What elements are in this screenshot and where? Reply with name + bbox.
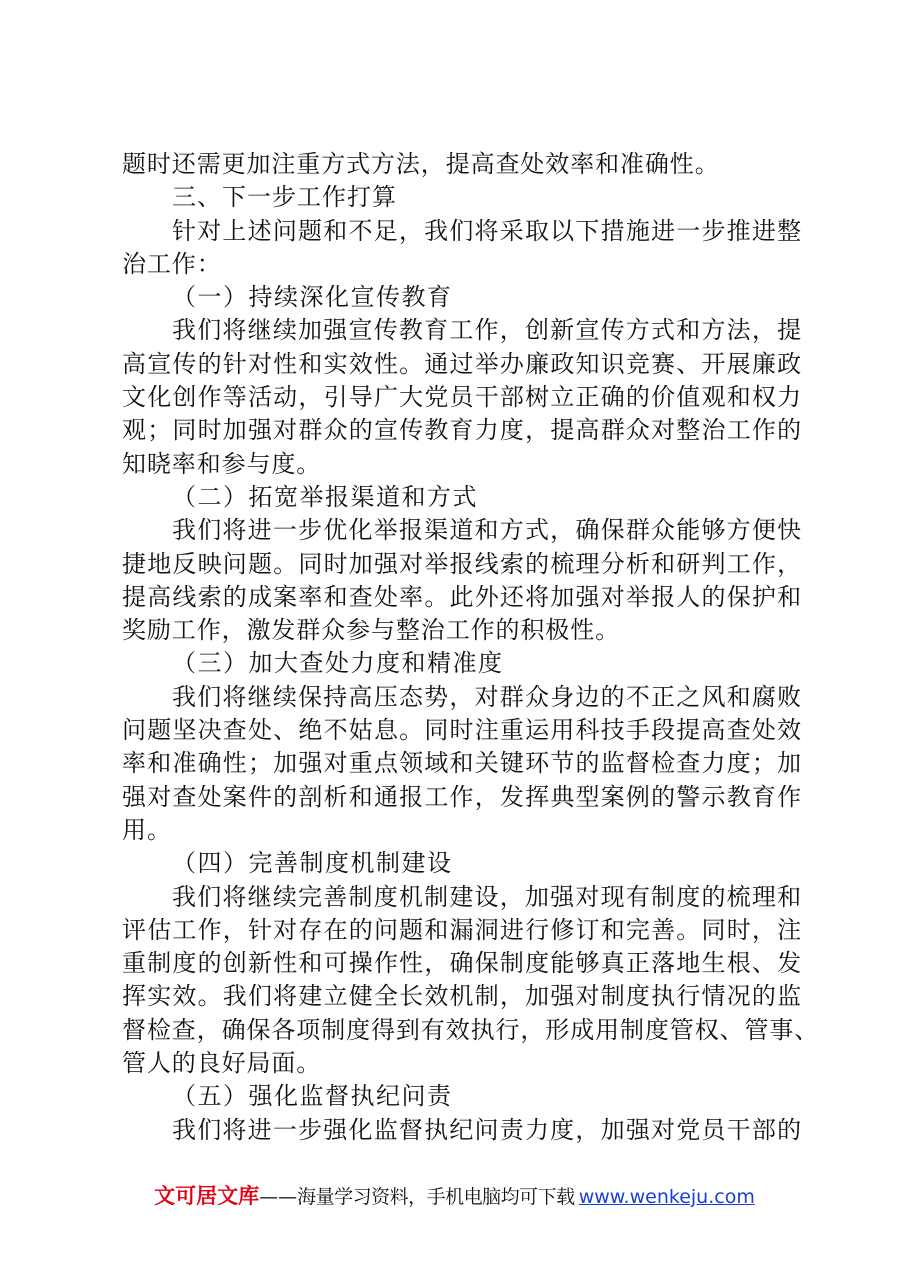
paragraph-line: 评估工作，针对存在的问题和漏洞进行修订和完善。同时，注 [122,915,802,944]
document-body [122,148,820,1147]
subsection-heading: （三）加大查处力度和精准度 [172,649,504,678]
paragraph-line: 我们将进一步优化举报渠道和方式，确保群众能够方便快 [172,516,802,545]
subsection-heading: （一）持续深化宣传教育 [172,283,453,312]
paragraph-line: 管人的良好局面。 [122,1049,322,1078]
paragraph-line: 奖励工作，激发群众参与整治工作的积极性。 [122,616,620,645]
paragraph-line: 提高线索的成案率和查处率。此外还将加强对举报人的保护和 [122,582,802,611]
subsection-heading: （四）完善制度机制建设 [172,849,453,878]
footer-banner [0,1183,909,1210]
paragraph-line: 观；同时加强对群众的宣传教育力度，提高群众对整治工作的 [122,416,802,445]
paragraph-line: 高宣传的针对性和实效性。通过举办廉政知识竞赛、开展廉政 [122,349,802,378]
subsection-heading: （二）拓宽举报渠道和方式 [172,482,478,511]
paragraph-line: 捷地反映问题。同时加强对举报线索的梳理分析和研判工作， [122,549,802,578]
paragraph-line: 我们将继续保持高压态势，对群众身边的不正之风和腐败 [172,682,802,711]
paragraph-line: 文化创作等活动，引导广大党员干部树立正确的价值观和权力 [122,383,802,412]
paragraph-line: 强对查处案件的剖析和通报工作，发挥典型案例的警示教育作 [122,782,802,811]
paragraph-line: 重制度的创新性和可操作性，确保制度能够真正落地生根、发 [122,949,802,978]
paragraph-line: 我们将进一步强化监督执纪问责力度，加强对党员干部的 [172,1115,802,1144]
paragraph-line: 挥实效。我们将建立健全长效机制，加强对制度执行情况的监 [122,982,802,1011]
footer-slogan: 海量学习资料，手机电脑均可下载 [297,1186,575,1208]
paragraph-line: 我们将继续完善制度机制建设，加强对现有制度的梳理和 [172,882,802,911]
paragraph-line: 知晓率和参与度。 [122,449,322,478]
paragraph-line: 用。 [122,815,172,844]
paragraph-line: 针对上述问题和不足，我们将采取以下措施进一步推进整 [172,216,802,245]
paragraph-line: 督检查，确保各项制度得到有效执行，形成用制度管权、管事、 [122,1015,820,1044]
paragraph-line: 率和准确性；加强对重点领域和关键环节的监督检查力度；加 [122,749,802,778]
paragraph-line: 治工作： [122,249,222,278]
subsection-heading: （五）强化监督执纪问责 [172,1082,453,1111]
footer-dash: —— [259,1186,298,1208]
footer-link[interactable]: www.wenkeju.com [578,1186,755,1208]
paragraph-line: 我们将继续加强宣传教育工作，创新宣传方式和方法，提 [172,316,802,345]
paragraph-line: 问题坚决查处、绝不姑息。同时注重运用科技手段提高查处效 [122,716,802,745]
paragraph-line: 题时还需更加注重方式方法，提高查处效率和准确性。 [122,150,720,178]
footer-brand: 文可居文库 [154,1184,260,1208]
section-heading: 三、下一步工作打算 [172,183,397,212]
